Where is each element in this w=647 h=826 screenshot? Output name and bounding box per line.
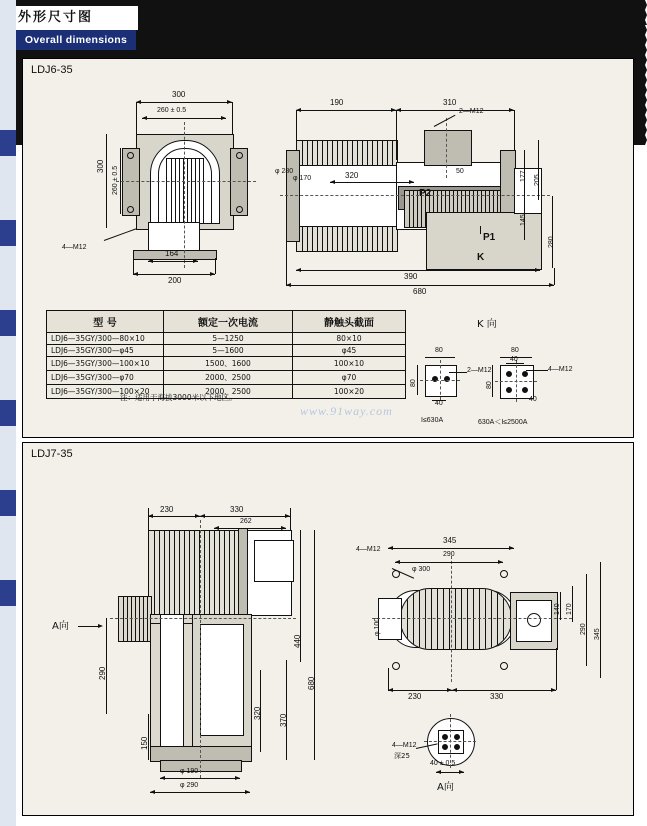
ext-line	[286, 240, 287, 285]
ext-line	[136, 102, 137, 134]
label-4-m12-plan: 4—M12	[356, 546, 381, 553]
table-row	[47, 345, 406, 357]
label-k-view: K 向	[477, 319, 497, 330]
dim-label-150: 150	[140, 736, 149, 750]
bolt-hole	[500, 662, 508, 670]
bolt-hole	[442, 744, 448, 750]
ldj7-lower-core	[200, 624, 244, 736]
dim-line-330b	[452, 690, 556, 691]
th-current: 额定一次电流	[164, 311, 293, 333]
strip-marker	[0, 490, 16, 516]
dim-line-phi290	[150, 792, 250, 793]
dim-label-detail2-h80: 80	[486, 381, 493, 389]
ext-line	[215, 258, 216, 274]
dim-line-205	[538, 140, 539, 200]
label-4-m12-front: 4—M12	[62, 244, 87, 251]
side-view-center-line	[280, 195, 550, 196]
table-row	[47, 371, 406, 385]
dim-label-190: 190	[330, 98, 344, 107]
dim-line-260	[142, 118, 226, 119]
dim-line-290r	[586, 574, 587, 666]
dim-label-170: 170	[566, 603, 573, 615]
dim-line-80v	[417, 365, 418, 395]
dim-label-345-right: 345	[594, 628, 601, 640]
table-note: 注：适用于海拔3000米以下地区。	[120, 393, 237, 402]
dim-label-310: 310	[443, 98, 457, 107]
dim-label-680: 680	[413, 287, 427, 296]
ldj7-plan-left-block	[378, 598, 402, 640]
ext-line	[133, 258, 134, 274]
dim-label-205: 205	[534, 174, 541, 186]
label-4-m12-aview: 4—M12	[392, 742, 417, 749]
watermark: www.91way.com	[300, 404, 393, 418]
dim-label-40-aview: 40 ± 0.5	[430, 760, 456, 767]
leader-line	[526, 370, 548, 371]
dim-label-phi170: φ 170	[293, 175, 312, 182]
dim-line-310	[396, 110, 514, 111]
th-model: 型 号	[47, 311, 164, 333]
a-view-arrow	[98, 624, 103, 628]
bolt-hole	[236, 206, 243, 213]
panel-title-ldj7: LDJ7-35	[31, 448, 73, 460]
dim-label-phi280: φ 280	[275, 168, 294, 175]
cell-current: 5—1600	[164, 345, 293, 357]
leader-line	[449, 372, 467, 373]
dim-label-phi300: φ 300	[412, 566, 431, 573]
cell-current: 1500、1600	[164, 357, 293, 371]
dim-label-50: 50	[456, 168, 464, 175]
side-view-top-block	[424, 130, 472, 166]
dim-line-390	[296, 270, 540, 271]
front-view-center-line-h	[116, 181, 256, 182]
dim-line-345	[388, 548, 514, 549]
cell-current: 5—1250	[164, 333, 293, 345]
side-view-center-line-v	[446, 118, 447, 178]
strip-marker	[0, 400, 16, 426]
dim-line-680	[314, 530, 315, 760]
dim-arrow	[395, 560, 400, 564]
dim-line-280	[552, 196, 553, 268]
dim-label-detail-40: 40	[435, 400, 443, 407]
ext-line	[514, 110, 515, 150]
dim-label-h260: 260 ± 0.5	[112, 165, 119, 195]
bolt-hole	[444, 376, 450, 382]
dim-label-detail-h80: 80	[410, 379, 417, 387]
ext-line	[396, 110, 397, 160]
ext-line	[290, 508, 291, 530]
strip-marker	[0, 310, 16, 336]
dim-label-phi190: φ 190	[180, 768, 199, 775]
bolt-hole	[454, 744, 460, 750]
dim-label-262: 262	[240, 518, 252, 525]
dim-arrow	[436, 770, 441, 774]
dim-arrow	[214, 526, 219, 530]
dim-arrow	[148, 259, 153, 263]
dim-label-detail2-h40: 40	[529, 396, 537, 403]
dim-label-680-bottom: 680	[307, 676, 316, 690]
ext-line	[232, 102, 233, 134]
dim-label-140: 140	[554, 603, 561, 615]
bolt-hole	[432, 376, 438, 382]
label-p2: P2	[419, 188, 432, 199]
cell-section: φ45	[293, 345, 406, 357]
dim-label-detail2-40: 40	[510, 356, 518, 363]
dim-line-230	[148, 516, 200, 517]
label-2-m12-side: 2—M12	[459, 108, 484, 115]
page-title-en: Overall dimensions	[16, 30, 136, 50]
label-depth-aview: 深25	[394, 752, 410, 760]
bolt-hole	[127, 152, 134, 159]
ldj7-vertical-core	[160, 614, 184, 748]
dim-label-200: 200	[168, 276, 182, 285]
dim-line-680	[286, 285, 554, 286]
front-view-terminal-box	[148, 222, 200, 252]
bolt-hole	[454, 734, 460, 740]
caption-detail-large: 630A＜I≤2500A	[478, 419, 528, 426]
dim-line-320	[330, 182, 414, 183]
dim-line-300	[136, 102, 232, 103]
ext-line	[148, 508, 149, 530]
a-view-detail-plate	[438, 730, 464, 754]
cell-model: LDJ6—35GY/300—80×10	[47, 333, 164, 345]
dim-label-330: 330	[230, 505, 244, 514]
dim-line-200	[133, 274, 215, 275]
left-edge-strip	[0, 0, 16, 826]
front-view-center-line	[184, 122, 185, 268]
ldj7-center-v	[200, 520, 201, 778]
dim-label-320: 320	[345, 171, 359, 180]
spec-table	[46, 310, 406, 399]
plan-center-v	[451, 556, 452, 682]
dim-label-290-top: 290	[443, 551, 455, 558]
ext-line	[388, 668, 389, 690]
cell-current: 2000、2500	[164, 371, 293, 385]
cell-section: 100×10	[293, 357, 406, 371]
dim-label-370: 370	[279, 713, 288, 727]
caption-detail-small: I≤630A	[421, 417, 444, 424]
ldj7-plan-bellows	[400, 588, 512, 650]
detail-center-v	[440, 360, 441, 400]
dim-arrow	[459, 770, 464, 774]
strip-marker	[0, 580, 16, 606]
label-a-view-left: A向	[52, 621, 69, 632]
cell-section: 80×10	[293, 333, 406, 345]
bolt-hole	[506, 387, 512, 393]
table-row	[47, 357, 406, 371]
dim-line-230b	[388, 690, 452, 691]
ldj7-base-foot	[160, 760, 242, 772]
cell-section: 100×20	[293, 385, 406, 399]
ext-line	[556, 648, 557, 690]
dim-line-262	[214, 528, 286, 529]
bolt-hole	[127, 206, 134, 213]
ldj7-center-h	[110, 618, 296, 619]
dim-arrow	[160, 776, 165, 780]
dim-arrow	[409, 180, 414, 184]
cell-model: LDJ6—35GY/300—φ70	[47, 371, 164, 385]
plan-center-h	[372, 618, 572, 619]
bolt-hole	[522, 371, 528, 377]
page-header-banner	[16, 6, 136, 52]
label-p1: P1	[483, 232, 496, 243]
cell-model: LDJ6—35GY/300—100×20	[47, 385, 164, 399]
side-view-left-flange	[286, 150, 300, 242]
bolt-hole	[506, 371, 512, 377]
dim-line-290	[395, 562, 503, 563]
dim-arrow	[245, 790, 250, 794]
label-4-m12-detail: 4—M12	[548, 366, 573, 373]
dim-label-280: 280	[548, 236, 555, 248]
dim-label-345-top: 345	[443, 536, 457, 545]
ext-line	[554, 268, 555, 285]
label-a-view-detail: A向	[437, 782, 454, 793]
dim-line-80	[425, 357, 455, 358]
table-header-row	[47, 311, 406, 333]
cell-model: LDJ6—35GY/300—100×10	[47, 357, 164, 371]
dim-arrow	[235, 776, 240, 780]
a-view-arrow-stem	[78, 626, 100, 627]
dim-line-190	[296, 110, 396, 111]
dim-arrow	[142, 116, 147, 120]
bolt-hole	[522, 387, 528, 393]
ldj7-plan-hole	[527, 613, 541, 627]
dim-label-290-right: 290	[580, 623, 587, 635]
bolt-hole	[392, 662, 400, 670]
front-view-bellows	[166, 158, 204, 224]
ext-line	[296, 110, 297, 140]
dim-label-145: 145	[520, 214, 527, 226]
label-2-m12-detail: 2—M12	[467, 367, 492, 374]
table-row	[47, 333, 406, 345]
dim-arrow	[498, 560, 503, 564]
bolt-hole	[442, 734, 448, 740]
dim-line-164	[148, 261, 198, 262]
dim-line-40	[506, 363, 524, 364]
dim-label-177: 177	[520, 170, 527, 182]
dim-label-260: 260 ± 0.5	[157, 107, 187, 114]
strip-marker	[0, 130, 16, 156]
ldj7-flange	[238, 528, 248, 618]
detail-center-v	[516, 360, 517, 402]
page-title-cn: 外形尺寸图	[16, 6, 138, 30]
dim-label-phi290: φ 290	[180, 782, 199, 789]
dim-arrow	[150, 790, 155, 794]
label-k: K	[477, 252, 485, 263]
dim-arrow	[193, 259, 198, 263]
dim-arrow	[535, 268, 540, 272]
panel-title-ldj6: LDJ6-35	[31, 64, 73, 76]
ldj7-left-bellows	[148, 530, 246, 616]
dim-line-h260	[120, 148, 121, 214]
strip-marker	[0, 220, 16, 246]
dim-arrow	[330, 180, 335, 184]
dim-label-390: 390	[404, 272, 418, 281]
dim-line-h300	[106, 134, 107, 228]
bolt-hole	[500, 570, 508, 578]
dim-label-440: 440	[293, 634, 302, 648]
dim-label-290-left: 290	[98, 666, 107, 680]
dim-label-230-plan: 230	[408, 692, 422, 701]
detail-plate-small	[425, 365, 457, 397]
dim-label-164: 164	[165, 249, 179, 258]
dim-line-345r	[600, 562, 601, 678]
dim-arrow	[221, 116, 226, 120]
dim-label-h300: 300	[96, 159, 105, 173]
dim-label-phi100: φ 100	[374, 617, 381, 636]
dim-arrow	[281, 526, 286, 530]
ldj7-body-inner	[254, 540, 294, 582]
dim-label-330-plan: 330	[490, 692, 504, 701]
th-section: 静触头截面	[293, 311, 406, 333]
dim-line-330	[200, 516, 290, 517]
dim-line-phi190	[160, 778, 240, 779]
dim-arrow	[509, 546, 514, 550]
dim-arrow	[452, 688, 457, 692]
p1-arrow-stem	[480, 226, 481, 234]
dim-label-detail2-w80: 80	[511, 347, 519, 354]
dim-label-300: 300	[172, 90, 186, 99]
cell-section: φ70	[293, 371, 406, 385]
dim-label-detail-w80: 80	[435, 347, 443, 354]
cell-model: LDJ6—35GY/300—φ45	[47, 345, 164, 357]
dim-arrow	[296, 268, 301, 272]
dim-line-370	[286, 660, 287, 760]
dim-label-320: 320	[253, 706, 262, 720]
ldj7-side-bellows	[118, 596, 152, 642]
bolt-hole	[236, 152, 243, 159]
cell-current: 2000、2500	[164, 385, 293, 399]
dim-arrow	[388, 546, 393, 550]
dim-arrow	[200, 514, 205, 518]
dim-label-230: 230	[160, 505, 174, 514]
